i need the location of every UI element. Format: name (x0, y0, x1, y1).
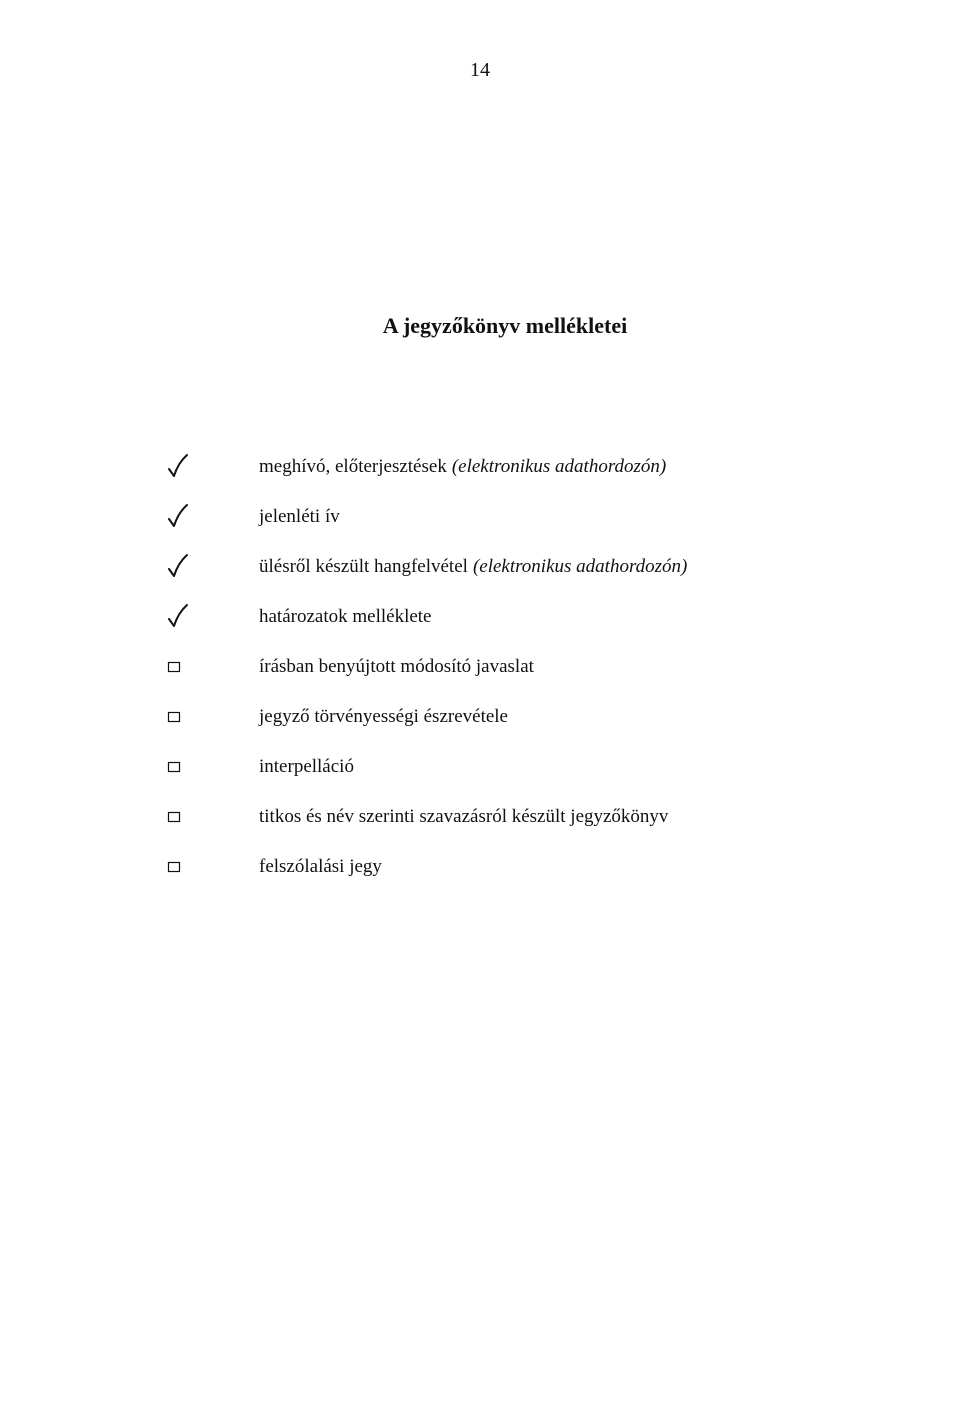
attachment-list (0, 454, 960, 904)
attachment-item (0, 854, 960, 904)
attachment-label: felszólalási jegy (259, 856, 382, 877)
attachment-label: meghívó, előterjesztések (259, 456, 447, 477)
attachment-item (0, 554, 960, 604)
empty-checkbox-icon (158, 654, 190, 686)
empty-checkbox-icon (158, 704, 190, 736)
empty-checkbox-icon (158, 854, 190, 886)
attachment-label: jelenléti ív (259, 506, 340, 527)
page-number: 14 (470, 59, 490, 81)
attachment-note: (elektronikus adathordozón) (451, 456, 667, 477)
attachment-item (0, 604, 960, 654)
empty-checkbox-icon (158, 804, 190, 836)
attachment-item (0, 454, 960, 504)
attachment-item (0, 704, 960, 754)
checkmark-icon (158, 452, 190, 484)
checkmark-icon (158, 502, 190, 534)
attachment-label: interpelláció (259, 756, 354, 777)
attachment-item (0, 804, 960, 854)
attachment-item (0, 654, 960, 704)
attachment-label: írásban benyújtott módosító javaslat (259, 656, 534, 677)
attachment-label: titkos és név szerinti szavazásról készült jegyzőkönyv (259, 806, 669, 827)
checkmark-icon (158, 552, 190, 584)
attachment-note: (elektronikus adathordozón) (472, 556, 688, 577)
page-title: A jegyzőkönyv mellékletei (382, 313, 628, 338)
attachment-item (0, 504, 960, 554)
attachment-label: jegyző törvényességi észrevétele (259, 706, 508, 727)
attachment-label: ülésről készült hangfelvétel (259, 556, 468, 577)
checkmark-icon (158, 602, 190, 634)
empty-checkbox-icon (158, 754, 190, 786)
attachment-item (0, 754, 960, 804)
attachment-label: határozatok melléklete (259, 606, 432, 627)
